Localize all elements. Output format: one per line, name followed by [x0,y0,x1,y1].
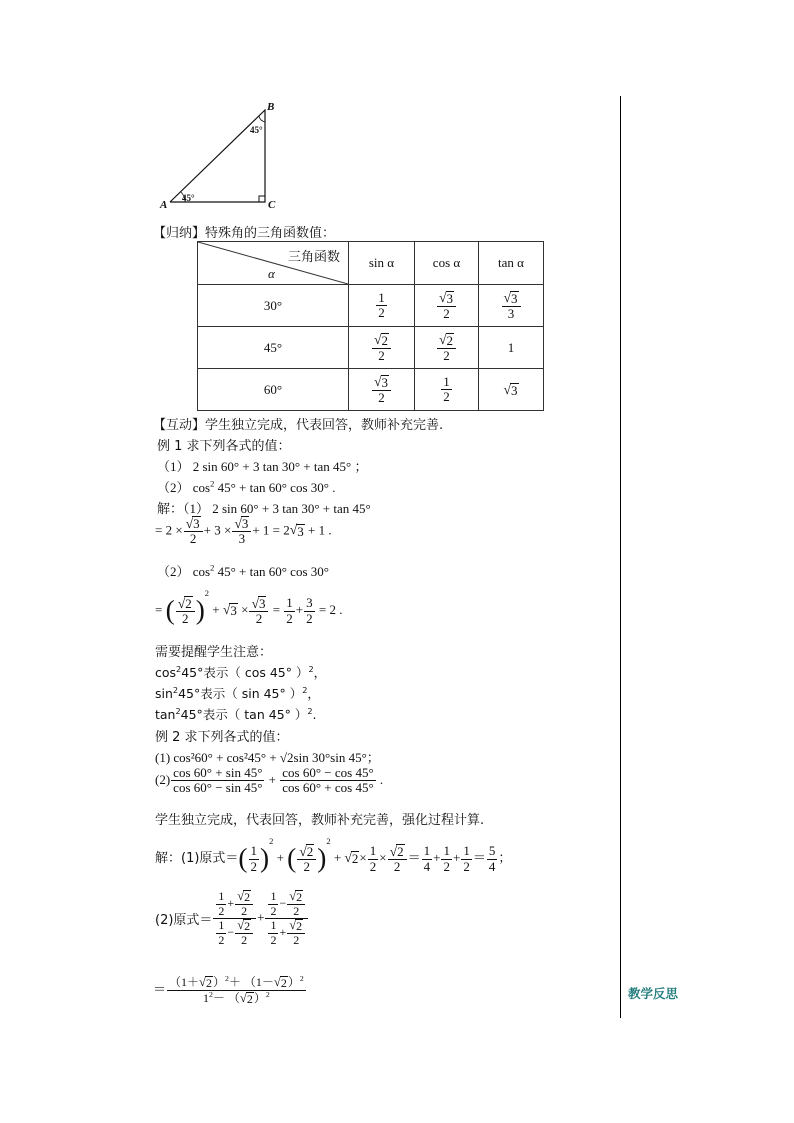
cell-cos-45: √ 2 2 [415,327,479,369]
margin-rule [620,96,621,1018]
example1-title: 例 1 求下列各式的值： [157,439,291,454]
cell-tan-30: √ 3 3 [479,285,544,327]
cell-sin-60: √ 3 2 [349,369,415,411]
example1-solution-step1: = 2 × √ 3 2 + 3 × √ 3 3 + 1 = 2 √ 3 + 1 . [155,516,332,547]
interact-text: 学生独立完成，代表回答，教师补充完善. [205,418,444,433]
header-trig-label: 三角函数 [287,250,340,265]
header-corner-cell [198,242,349,285]
note-line-tan: $\tan^245^\circ$表示（ tan 45° ）$^2$. [155,705,317,722]
cell-sin-45: √ 2 2 [349,327,415,369]
example1-solution-step2: = ( √ 2 2 )$^2$ + √ 3 × √ 3 2 = $\frac{1}{2}$ + $\frac{3}{2}$ = 2 . [155,588,343,627]
summary-tag: 【归纳】 [153,226,206,241]
interact-tag: 【互动】 [153,418,206,433]
cell-tan-45: 1 [479,327,544,369]
teaching-reflection-label: 教学反思 [628,986,679,1001]
example1-q2: （2） $\cos^2 45^\circ + \tan 60^\circ$ cos 30° . [157,478,336,495]
vertex-a-label: A [160,199,168,211]
summary-heading [153,222,335,241]
row-angle-45: 45° [198,327,349,369]
cell-cos-60: $\frac{1}{2}$ [415,369,479,411]
example2-instruction: 学生独立完成，代表回答，教师补充完善，强化过程计算. [155,813,485,828]
interact-line [153,414,443,433]
summary-text: 特殊角的三角函数值： [205,226,336,241]
angle-a-label: 45° [182,193,195,203]
header-alpha-label: α [268,266,275,281]
example2-solution2: (2)原式＝ $\frac{1}{2}$ + √ 2 2 $\frac{1}{2}$ − √ 2 2 + $\frac{1}{2}$ − √ 2 2 $\frac{1}{2}$ + √ 2 2 [155,890,309,947]
col-header-cos: cos α [415,242,479,285]
right-triangle-figure [155,100,285,212]
example2-q2: (2) $\frac{\cos 60^\circ + \sin 45^\circ}{\cos 60^\circ - \sin 45^\circ}$ + $\frac{\cos 60^\circ - \cos 45^\circ}{\cos 60^\circ + \cos 45^\circ}$ . [155,765,384,796]
example2-q1: (1) cos²60° + cos²45° + √2sin 30°sin 45°； [155,750,380,765]
angle-b-label: 45° [250,125,263,135]
cell-cos-30: √ 3 2 [415,285,479,327]
col-header-sin: sin α [349,242,415,285]
note-title: 需要提醒学生注意： [155,645,273,660]
vertex-b-label: B [267,101,275,113]
cell-sin-30: $\frac{1}{2}$ [349,285,415,327]
row-angle-60: 60° [198,369,349,411]
vertex-c-label: C [268,199,276,211]
col-header-tan: tan α [479,242,544,285]
example2-solution2-step: ＝ （1＋ √ 2 ）$^2$＋ （1－ √ 2 ）$^2$ $1^2-$ （ √ 2 ）$^2$ [153,974,304,1007]
example1-solution-label: 解：（1） 2 sin 60° + 3 tan 30° + tan 45° [157,501,371,516]
example1-q1: （1） 2 sin 60° + 3 tan 30° + tan 45° ； [157,459,368,474]
special-angles-table [197,241,544,411]
example1-solution2-label: （2） $\cos^2 45^\circ + \tan 60^\circ$ cos 30° [157,562,329,579]
cell-tan-60: √ 3 [479,369,544,411]
row-angle-30: 30° [198,285,349,327]
example2-title: 例 2 求下列各式的值： [155,730,289,745]
note-line-cos: $\cos^245^\circ$表示（ cos 45° ）$^2$， [155,663,327,680]
note-line-sin: $\sin^245^\circ$表示（ sin 45° ）$^2$， [155,684,320,701]
example2-solution1: 解：(1)原式＝( $\frac{1}{2}$ )$^2$ + ( √ 2 2 )$^2$ + √ 2 × $\frac{1}{2}$ × √ 2 2 ＝ $\frac{1}{4}$ + $\frac{1}{2}$ + $\frac{1}{2}$ ＝ $\frac{5}{4}$ ； [155,836,512,875]
